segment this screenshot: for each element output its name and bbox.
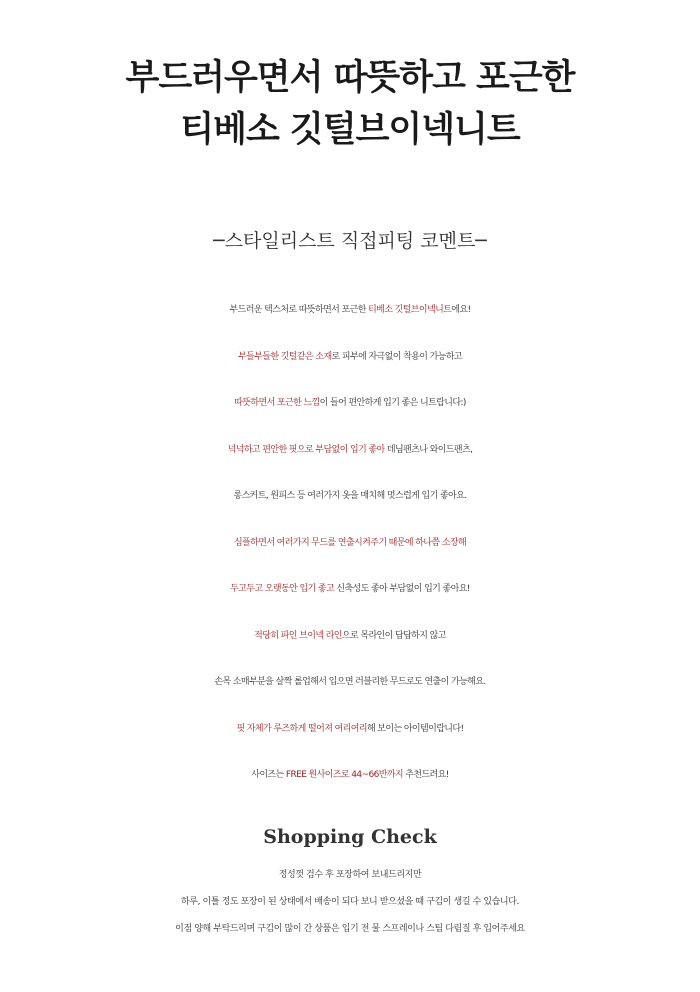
highlighted-text: 심플하면서 여러가지 무드를 연출시켜주기 때문에 하나쯤 소장해	[233, 537, 467, 548]
comment-text: 추천드려요!	[403, 770, 449, 780]
stylist-comment-body	[0, 287, 700, 799]
comment-text: 롱스커트, 원피스 등 여러가지 옷을 매치해 멋스럽게 입기 좋아요.	[233, 491, 467, 501]
stylist-comment-heading: ─스타일리스트 직접피팅 코멘트─	[213, 230, 487, 252]
highlighted-text: FREE 원사이즈로 44~66반까지	[285, 770, 403, 780]
comment-text: 이 들어 편안하게 입기 좋은 니트랍니다:)	[319, 398, 466, 408]
comment-line	[0, 706, 700, 753]
highlighted-text: 티베소 깃털브이넥니트	[368, 305, 452, 315]
comment-line	[0, 287, 700, 334]
comment-line	[0, 427, 700, 474]
title-line-2: 티베소 깃털브이넥니트	[180, 110, 520, 150]
comment-text: 손목 소매부분을 살짝 롤업해서 입으면 러블리한 무드로도 연출이 가능해요.	[214, 677, 486, 687]
shopping-check-line: 하루, 이틀 정도 포장이 된 상태에서 배송이 되다 보니 받으셨을 때 구김이 생길 수 있습니다.	[181, 897, 519, 907]
shopping-check-line: 정성껏 검수 후 포장하여 보내드리지만	[278, 870, 422, 880]
shopping-check-title: Shopping Check	[263, 826, 437, 848]
shopping-check-line: 이점 양해 부탁드리며 구김이 많이 간 상품은 입기 전 물 스프레이나 스팀 다림질 후 입어주세요	[175, 924, 525, 934]
comment-line	[0, 659, 700, 706]
highlighted-text: 두고두고 오랫동안 입기 좋고	[230, 584, 335, 594]
highlighted-text: 넉넉하고 편안한 핏으로 부담없이 입기 좋아	[227, 444, 385, 455]
shopping-check-body	[0, 862, 700, 943]
comment-text: 신축성도 좋아 부담없이 입기 좋아요!	[334, 584, 470, 594]
comment-line	[0, 334, 700, 381]
comment-text: 해 보이는 아이템이랍니다!	[366, 723, 464, 734]
comment-line	[0, 752, 700, 799]
comment-text: 사이즈는	[251, 770, 286, 780]
comment-text: 부드러운 텍스처로 따뜻하면서 포근한	[229, 305, 369, 315]
highlighted-text: 부들부들한 깃털같은 소재	[237, 351, 332, 362]
comment-line	[0, 520, 700, 567]
comment-line	[0, 380, 700, 427]
title-line-1: 부드러우면서 따뜻하고 포근한	[125, 58, 575, 98]
comment-line	[0, 566, 700, 613]
comment-text: 로 피부에 자극없이 착용이 가능하고	[331, 351, 463, 362]
comment-line	[0, 473, 700, 520]
comment-text: 으로 목라인이 답답하지 않고	[341, 630, 446, 641]
product-title	[0, 52, 700, 156]
highlighted-text: 핏 자체가 루즈하게 떨어져 여리여리	[236, 723, 367, 734]
comment-text: 데님팬츠나 와이드팬츠,	[384, 444, 473, 455]
comment-text: 에요!	[451, 305, 471, 315]
highlighted-text: 따뜻하면서 포근한 느낌	[234, 398, 320, 408]
comment-line	[0, 613, 700, 660]
highlighted-text: 적당히 파인 브이넥 라인	[254, 630, 342, 641]
